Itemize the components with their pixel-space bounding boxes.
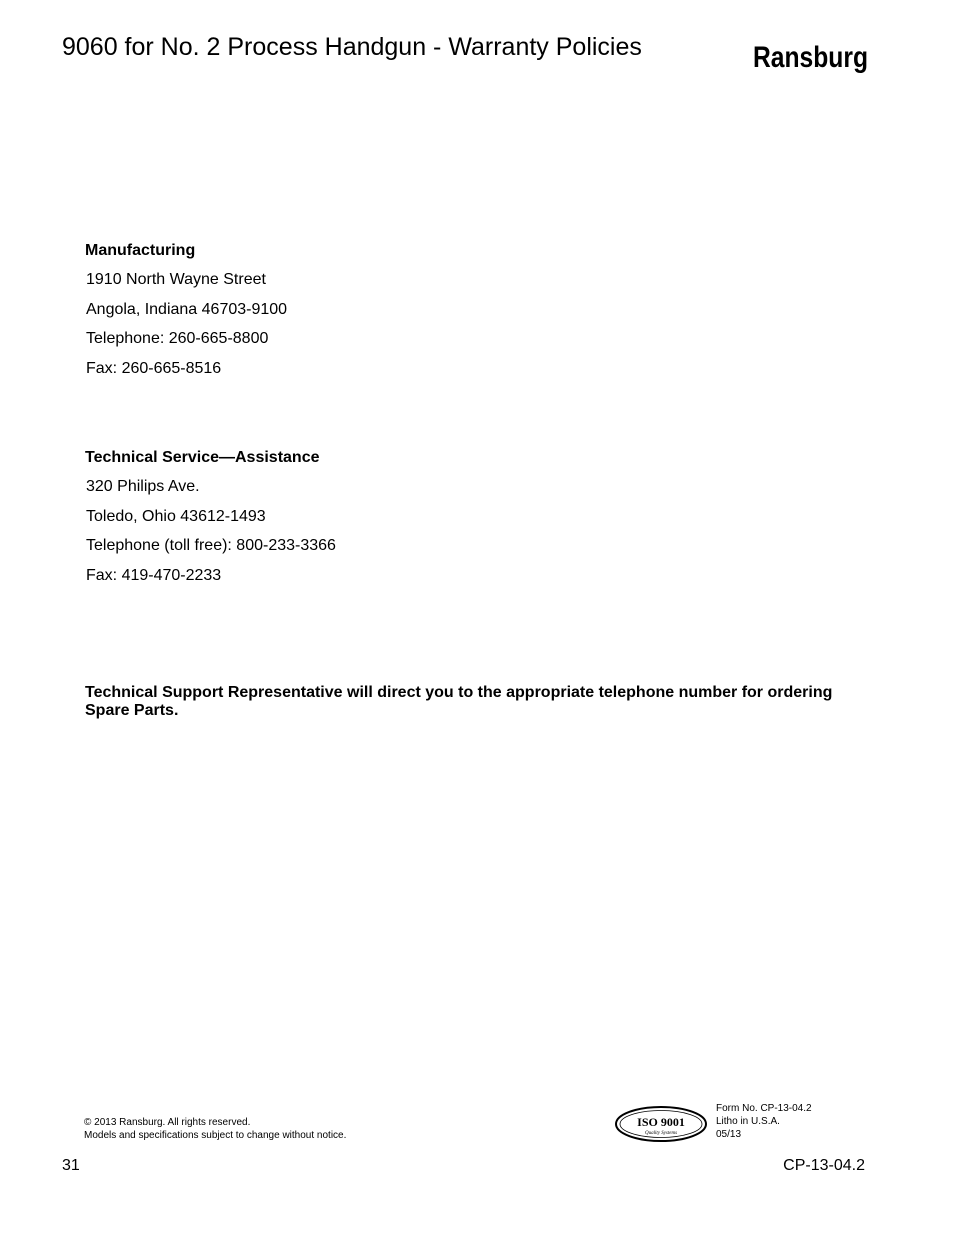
- technical-service-fax: Fax: 419-470-2233: [86, 566, 222, 584]
- iso-9001-logo: [614, 1104, 708, 1144]
- page-title: 9060 for No. 2 Process Handgun - Warranty Policies: [62, 33, 642, 61]
- document-code: CP-13-04.2: [783, 1157, 865, 1174]
- form-info: [716, 1102, 812, 1141]
- technical-service-heading: Technical Service—Assistance: [85, 449, 320, 466]
- technical-service-street: 320 Philips Ave.: [86, 478, 200, 495]
- svg-text:Quality Systems: Quality Systems: [644, 1131, 678, 1136]
- spare-parts-note: Technical Support Representative will direct you to the appropriate telephone number for ordering Spare Parts.: [85, 684, 833, 719]
- manufacturing-city: Angola, Indiana 46703-9100: [86, 300, 288, 318]
- technical-service-telephone: Telephone (toll free): 800-233-3366: [86, 537, 336, 554]
- ransburg-logo: [752, 38, 870, 74]
- manufacturing-street: 1910 North Wayne Street: [86, 271, 266, 288]
- specifications-notice: Models and specifications subject to change without notice.: [84, 1130, 347, 1141]
- litho-notice: Litho in U.S.A.: [716, 1116, 780, 1127]
- copyright-line: © 2013 Ransburg. All rights reserved.: [84, 1117, 251, 1128]
- svg-text:ISO 9001: ISO 9001: [637, 1115, 685, 1129]
- manufacturing-heading: Manufacturing: [85, 242, 196, 259]
- technical-service-city: Toledo, Ohio 43612-1493: [86, 507, 266, 525]
- form-number: Form No. CP-13-04.2: [716, 1103, 812, 1114]
- manufacturing-fax: Fax: 260-665-8516: [86, 359, 222, 377]
- technical-service-section: [85, 448, 485, 595]
- page-number: 31: [62, 1157, 80, 1174]
- manufacturing-telephone: Telephone: 260-665-8800: [86, 330, 269, 347]
- print-date: 05/13: [716, 1129, 742, 1140]
- copyright-notice: [84, 1116, 346, 1142]
- svg-text:Ransburg: Ransburg: [753, 41, 868, 74]
- manufacturing-section: [85, 241, 485, 388]
